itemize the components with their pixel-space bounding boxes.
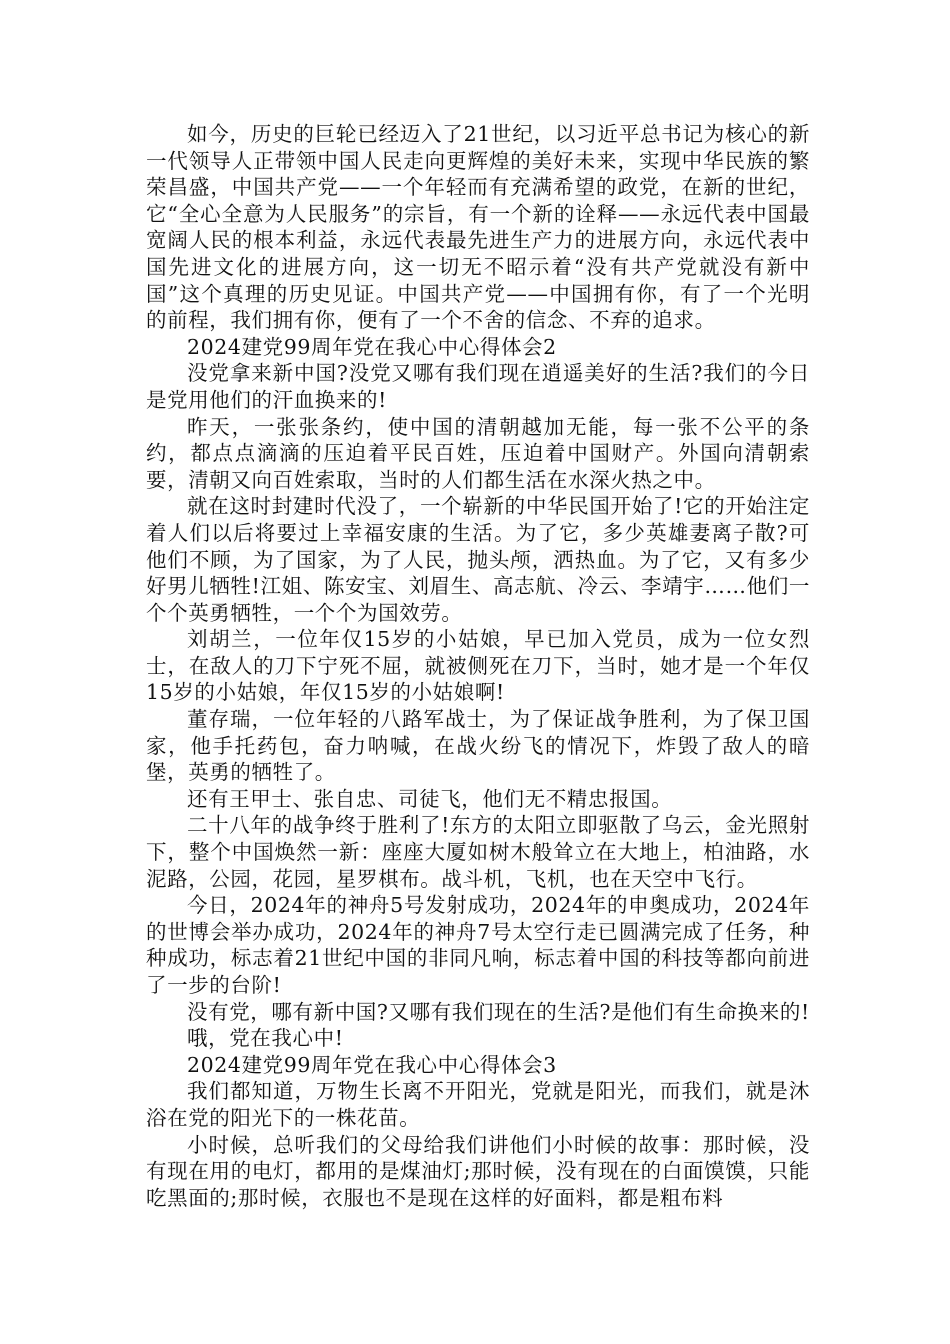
paragraph: 小时候，总听我们的父母给我们讲他们小时候的故事：那时候，没有现在用的电灯，都用的是煤油灯;那时候，没有现在的白面馍馍，只能吃黑面的;那时候，衣服也不是现在这样的好面料，都是粗布料 xyxy=(146,1132,810,1210)
paragraph: 就在这时封建时代没了，一个崭新的中华民国开始了!它的开始注定着人们以后将要过上幸福安康的生活。为了它，多少英雄妻离子散?可他们不顾，为了国家，为了人民，抛头颅，洒热血。为了它，又有多少好男儿牺牲!江姐、陈安宝、刘眉生、高志航、冷云、李靖宇……他们一个个英勇牺牲，一个个为国效劳。 xyxy=(146,494,810,625)
document-body xyxy=(146,121,810,1211)
paragraph-intro: 如今，历史的巨轮已经迈入了21世纪，以习近平总书记为核心的新一代领导人正带领中国人民走向更辉煌的美好未来，实现中华民族的繁荣昌盛，中国共产党——一个年轻而有充满希望的政党，在新的世纪，它“全心全意为人民服务”的宗旨，有一个新的诠释——永远代表中国最宽阔人民的根本利益，永远代表最先进生产力的进展方向，永远代表中国先进文化的进展方向，这一切无不昭示着“没有共产党就没有新中国”这个真理的历史见证。中国共产党——中国拥有你，有了一个光明的前程，我们拥有你，便有了一个不舍的信念、不弃的追求。 xyxy=(146,122,810,333)
paragraph: 没党拿来新中国?没党又哪有我们现在逍遥美好的生活?我们的今日是党用他们的汗血换来的! xyxy=(146,361,810,412)
paragraph: 刘胡兰，一位年仅15岁的小姑娘，早已加入党员，成为一位女烈士，在敌人的刀下宁死不屈，就被侧死在刀下，当时，她才是一个年仅15岁的小姑娘，年仅15岁的小姑娘啊! xyxy=(146,627,810,705)
section-heading-3: 2024建党99周年党在我心中心得体会3 xyxy=(187,1052,557,1077)
paragraph: 还有王甲士、张自忠、司徒飞，他们无不精忠报国。 xyxy=(187,786,673,811)
paragraph: 哦，党在我心中! xyxy=(187,1026,344,1051)
paragraph: 昨天，一张张条约，使中国的清朝越加无能，每一张不公平的条约，都点点滴滴的压迫着平民百姓，压迫着中国财产。外国向清朝索要，清朝又向百姓索取，当时的人们都生活在水深火热之中。 xyxy=(146,414,810,492)
paragraph: 董存瑞，一位年轻的八路军战士，为了保证战争胜利，为了保卫国家，他手托药包，奋力呐喊，在战火纷飞的情况下，炸毁了敌人的暗堡，英勇的牺牲了。 xyxy=(146,707,810,785)
paragraph: 我们都知道，万物生长离不开阳光，党就是阳光，而我们，就是沐浴在党的阳光下的一株花苗。 xyxy=(146,1079,810,1130)
section-heading-2: 2024建党99周年党在我心中心得体会2 xyxy=(187,334,557,359)
paragraph: 今日，2024年的神舟5号发射成功，2024年的申奥成功，2024年的世博会举办成功，2024年的神舟7号太空行走已圆满完成了任务，种种成功，标志着21世纪中国的非同凡响，标志着中国的科技等都向前进了一步的台阶! xyxy=(146,893,810,997)
paragraph: 没有党，哪有新中国?又哪有我们现在的生活?是他们有生命换来的! xyxy=(187,999,810,1024)
paragraph: 二十八年的战争终于胜利了!东方的太阳立即驱散了乌云，金光照射下，整个中国焕然一新：座座大厦如树木般耸立在大地上，柏油路，水泥路，公园，花园，星罗棋布。战斗机，飞机，也在天空中飞行。 xyxy=(146,813,810,891)
